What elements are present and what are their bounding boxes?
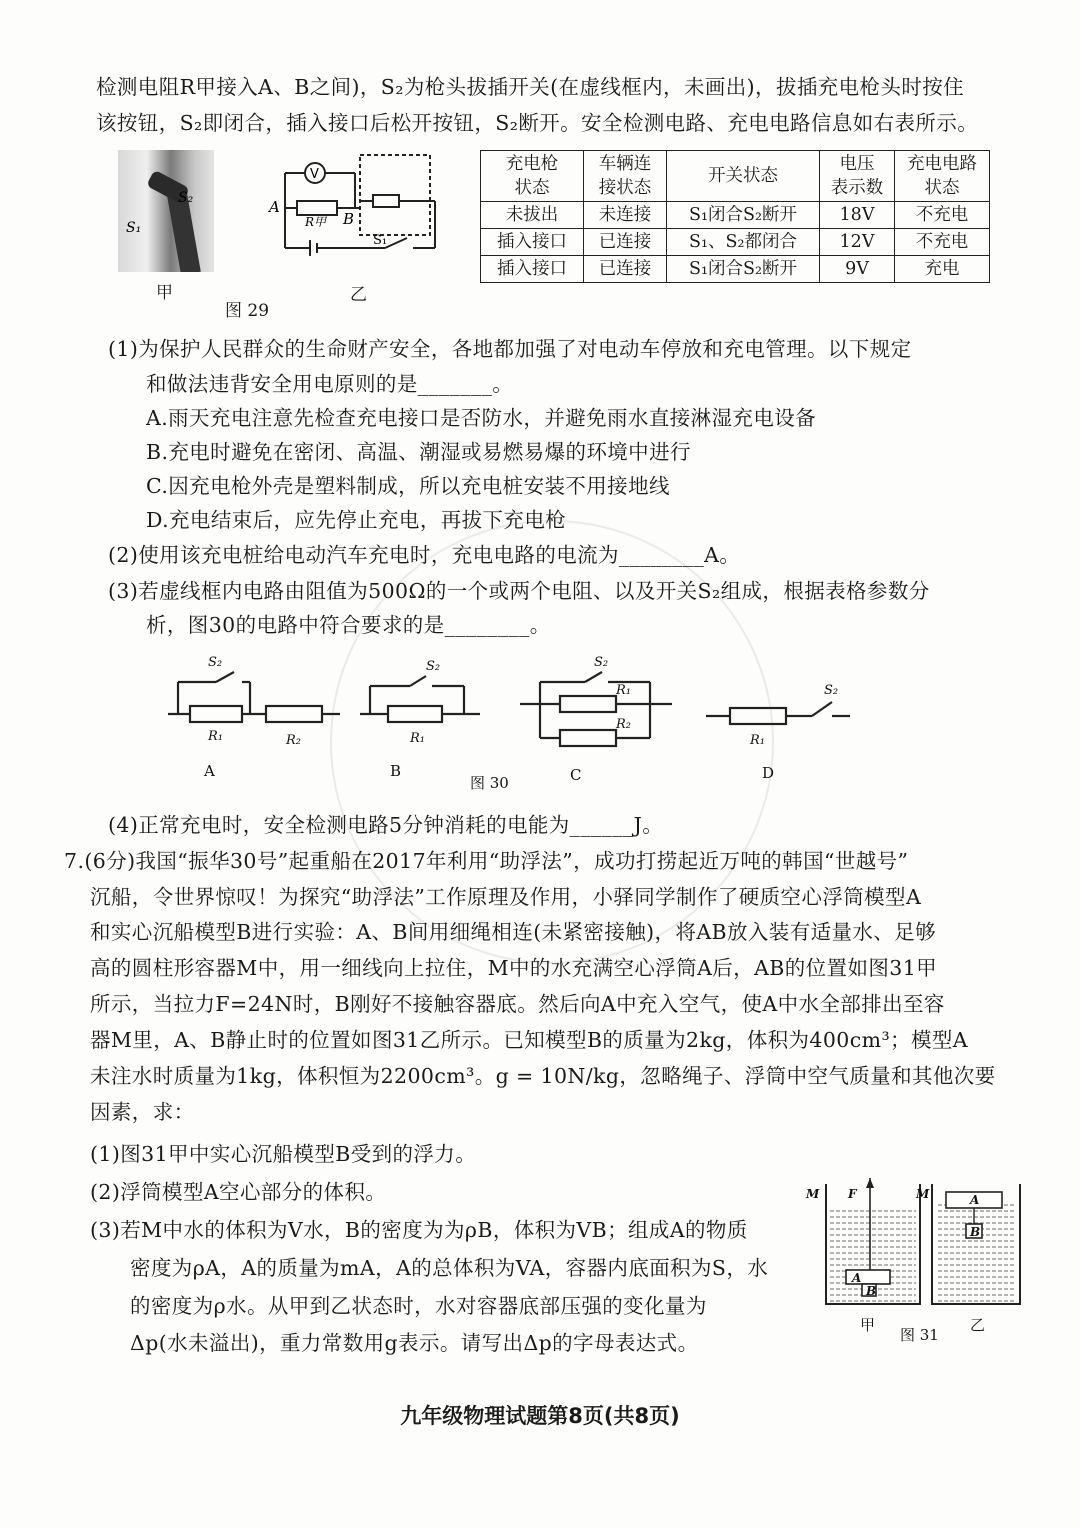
table-cell: 不充电 [895, 229, 990, 256]
table-cell: 充电 [895, 256, 990, 283]
charger-photo: S₂ S₁ [118, 150, 214, 272]
q2-text: (2)使用该充电桩给电动汽车充电时，充电电路的电流为________A。 [108, 543, 741, 567]
q1-option-a: A.雨天充电注意先检查充电接口是否防水，并避免雨水直接淋湿充电设备 [146, 406, 817, 430]
q7-sub-2: (2)浮筒模型A空心部分的体积。 [90, 1180, 387, 1204]
q1-option-b: B.充电时避免在密闭、高温、潮湿或易燃易爆的环境中进行 [146, 440, 691, 464]
table-header: 充电电路 状态 [895, 151, 990, 202]
r-label: R甲 [305, 215, 327, 229]
q1-option-d: D.充电结束后，应先停止充电，再拔下充电枪 [146, 508, 567, 532]
q7-line-6: 器M里，A、B静止时的位置如图31乙所示。已知模型B的质量为2kg，体积为400cm³；模型A [90, 1028, 968, 1052]
node-b-label: B [343, 210, 355, 228]
table-cell: 未拔出 [481, 202, 584, 229]
fig30-a-r2-label: R₂ [286, 733, 301, 748]
fig30-c-r1-label: R₁ [616, 683, 631, 698]
table-row [481, 229, 990, 256]
q7-line-3: 和实心沉船模型B进行实验：A、B间用细绳相连(未紧密接触)，将AB放入装有适量水、足够 [90, 920, 936, 944]
table-row [481, 202, 990, 229]
table-cell: 已连接 [584, 229, 667, 256]
table-header: 充电枪 状态 [481, 151, 584, 202]
fig31-f-label: F [848, 1187, 857, 1201]
page-footer: 九年级物理试题第8页(共8页) [400, 1404, 680, 1428]
table-cell: 12V [820, 229, 895, 256]
table-header: 开关状态 [667, 151, 820, 202]
q4-text: (4)正常充电时，安全检测电路5分钟消耗的电能为______J。 [108, 813, 664, 837]
q1-option-c: C.因充电枪外壳是塑料制成，所以充电桩安装不用接地线 [146, 474, 670, 498]
fig31-right-a-label: A [970, 1193, 980, 1207]
fig30-option-b-letter: B [390, 762, 402, 780]
fig31-left-a-label: A [852, 1271, 862, 1285]
q7-line-1: 7.(6分)我国“振华30号”起重船在2017年利用“助浮法”，成功打捞起近万吨的韩国“世越号” [64, 849, 909, 873]
fig30-b-s2-label: S₂ [426, 659, 441, 674]
q7-line-7: 未注水时质量为1kg，体积恒为2200cm³。g = 10N/kg，忽略绳子、浮筒中空气质量和其他次要 [90, 1064, 996, 1088]
fig30-caption: 图 30 [470, 774, 509, 792]
table-cell: 18V [820, 202, 895, 229]
fig30-c-s2-label: S₂ [594, 655, 609, 670]
table-header: 车辆连 接状态 [584, 151, 667, 202]
fig29-photo-label: 甲 [156, 283, 173, 303]
voltmeter-label: V [310, 167, 319, 182]
q1-line-1: (1)为保护人民群众的生命财产安全，各地都加强了对电动车停放和充电管理。以下规定 [108, 337, 912, 361]
fig30-option-c-letter: C [570, 766, 582, 784]
fig30-a-r1-label: R₁ [208, 729, 223, 744]
fig30-b-r1-label: R₁ [410, 731, 425, 746]
table-cell: 不充电 [895, 202, 990, 229]
q3-line-1: (3)若虚线框内电路由阻值为500Ω的一个或两个电阻、以及开关S₂组成，根据表格参数分 [108, 579, 930, 603]
q7-sub-3-c: 的密度为ρ水。从甲到乙状态时，水对容器底部压强的变化量为 [130, 1294, 707, 1318]
q7-line-2: 沉船，令世界惊叹！为探究“助浮法”工作原理及作用，小驿同学制作了硬质空心浮筒模型A [90, 885, 922, 909]
table-header-row [481, 151, 990, 202]
fig31-right-b-label: B [970, 1225, 981, 1239]
q7-line-8: 因素，求： [90, 1100, 195, 1124]
fig31-caption: 图 31 [900, 1326, 939, 1344]
fig31-right-label: 乙 [970, 1316, 986, 1334]
q7-line-5: 所示，当拉力F=24N时，B刚好不接触容器底。然后向A中充入空气，使A中水全部排出至容 [90, 992, 945, 1016]
fig30-a-s2-label: S₂ [208, 655, 223, 670]
table-row [481, 256, 990, 283]
q7-sub-3-d: Δp(水未溢出)，重力常数用g表示。请写出Δp的字母表达式。 [130, 1331, 699, 1355]
intro-line-1: 检测电阻R甲接入A、B之间)，S₂为枪头拔插开关(在虚线框内，未画出)，拔插充电枪头时按住 [96, 75, 965, 99]
table-cell: 插入接口 [481, 229, 584, 256]
intro-line-2: 该按钮，S₂即闭合，插入接口后松开按钮，S₂断开。安全检测电路、充电电路信息如右表所示。 [96, 111, 979, 135]
s1-label: S₁ [373, 233, 388, 248]
table-cell: S₁闭合S₂断开 [667, 256, 820, 283]
fig31-left-b-label: B [866, 1284, 877, 1298]
table-cell: S₁、S₂都闭合 [667, 229, 820, 256]
fig30-option-d-letter: D [762, 764, 775, 782]
fig29-circuit-label: 乙 [350, 285, 367, 305]
fig31-right-m-label: M [916, 1187, 930, 1201]
fig30-c-r2-label: R₂ [616, 717, 631, 732]
fig30-d-s2-label: S₂ [824, 683, 839, 698]
fig30-circuits [160, 652, 860, 792]
fig30-d-r1-label: R₁ [750, 733, 765, 748]
table-header: 电压 表示数 [820, 151, 895, 202]
q7-sub-1: (1)图31甲中实心沉船模型B受到的浮力。 [90, 1142, 477, 1166]
table-cell: S₁闭合S₂断开 [667, 202, 820, 229]
fig31-left-m-label: M [806, 1187, 820, 1201]
q1-line-2: 和做法违背安全用电原则的是_______。 [146, 372, 514, 396]
table-cell: 插入接口 [481, 256, 584, 283]
fig31-containers [800, 1178, 1030, 1348]
fig30-option-a-letter: A [204, 762, 215, 780]
node-a-label: A [269, 198, 280, 216]
q7-sub-3-a: (3)若M中水的体积为V水，B的密度为为ρB，体积为VB；组成A的物质 [90, 1218, 748, 1242]
q7-line-4: 高的圆柱形容器M中，用一细线向上拉住，M中的水充满空心浮筒A后，AB的位置如图31甲 [90, 956, 938, 980]
table-cell: 已连接 [584, 256, 667, 283]
fig29-circuit-diagram [265, 140, 445, 270]
fig31-left-label: 甲 [860, 1316, 876, 1334]
q7-sub-3-b: 密度为ρA，A的质量为mA，A的总体积为VA，容器内底面积为S，水 [130, 1256, 769, 1280]
info-table [480, 150, 990, 283]
table-cell: 未连接 [584, 202, 667, 229]
fig29-caption: 图 29 [225, 301, 270, 321]
table-cell: 9V [820, 256, 895, 283]
q3-line-2: 析，图30的电路中符合要求的是________。 [146, 613, 551, 637]
